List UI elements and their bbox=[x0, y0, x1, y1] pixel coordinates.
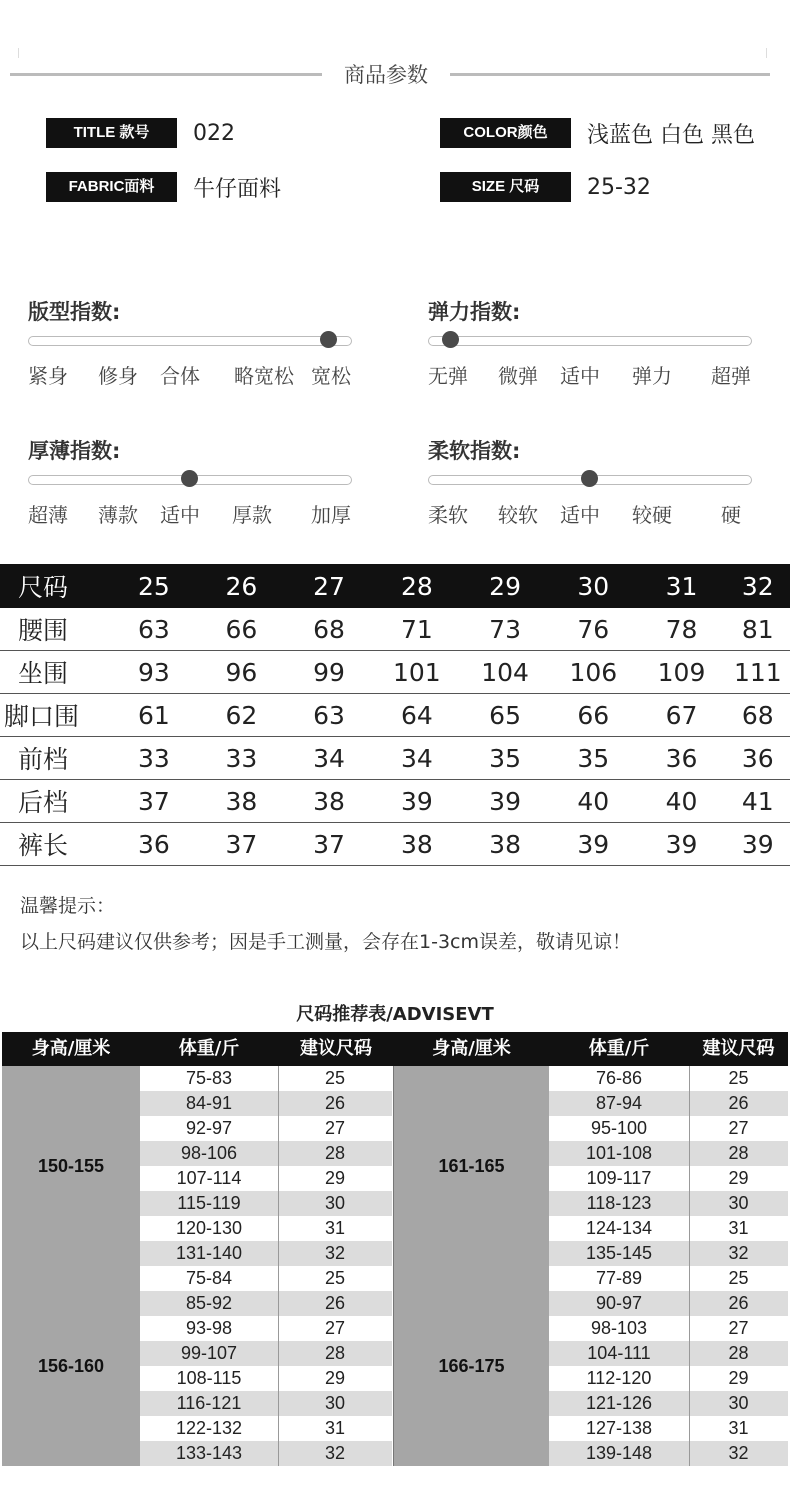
size-table-row bbox=[0, 823, 790, 866]
size-cell: 33 bbox=[198, 737, 286, 780]
size-cell: 34 bbox=[285, 737, 373, 780]
advice-size-cell: 26 bbox=[324, 1093, 346, 1113]
size-cell: 40 bbox=[637, 780, 725, 823]
section-header bbox=[0, 58, 790, 94]
advice-size-cell: 32 bbox=[324, 1243, 346, 1263]
advice-row bbox=[549, 1241, 788, 1266]
advice-weight-cell: 120-130 bbox=[175, 1218, 243, 1238]
size-table-header bbox=[0, 564, 790, 608]
advice-size-cell: 28 bbox=[728, 1143, 749, 1163]
param-title-tag: TITLE 款号 bbox=[46, 118, 177, 148]
index-option-label: 弹力 bbox=[632, 364, 672, 388]
size-cell: 64 bbox=[373, 694, 461, 737]
size-cell: 29 bbox=[461, 564, 549, 608]
index-knob bbox=[442, 331, 459, 348]
size-cell: 39 bbox=[637, 823, 725, 866]
advice-size-cell: 30 bbox=[728, 1393, 749, 1413]
size-cell: 36 bbox=[110, 823, 198, 866]
size-table-row bbox=[0, 737, 790, 780]
advice-row bbox=[549, 1416, 788, 1441]
index-title: 弹力指数: bbox=[428, 300, 521, 324]
size-cell: 109 bbox=[637, 651, 725, 694]
index-track bbox=[28, 336, 352, 346]
advice-size-cell: 31 bbox=[324, 1218, 346, 1238]
size-cell: 73 bbox=[461, 608, 549, 651]
advice-weight-cell: 104-111 bbox=[587, 1343, 651, 1363]
tip-title: 温馨提示： bbox=[20, 895, 116, 917]
index-stretch bbox=[428, 296, 758, 396]
advice-header-cell: 身高/厘米 bbox=[31, 1038, 111, 1059]
header-tick bbox=[18, 48, 19, 58]
advice-weight-cell: 121-126 bbox=[585, 1393, 653, 1413]
size-cell: 33 bbox=[110, 737, 198, 780]
advice-row bbox=[549, 1141, 788, 1166]
advice-weight-cell: 98-106 bbox=[180, 1143, 238, 1163]
advice-size-cell: 25 bbox=[728, 1068, 749, 1088]
advice-size-cell: 27 bbox=[324, 1318, 346, 1338]
advice-column-divider bbox=[689, 1066, 690, 1266]
advice-weight-cell: 115-119 bbox=[177, 1193, 241, 1213]
size-cell: 63 bbox=[110, 608, 198, 651]
advice-row bbox=[140, 1116, 392, 1141]
size-cell: 66 bbox=[198, 608, 286, 651]
size-cell: 99 bbox=[285, 651, 373, 694]
advice-weight-cell: 112-120 bbox=[586, 1368, 652, 1388]
size-cell: 39 bbox=[726, 823, 790, 866]
index-option-label: 薄款 bbox=[98, 503, 138, 527]
size-cell: 101 bbox=[373, 651, 461, 694]
advice-size-cell: 25 bbox=[324, 1268, 346, 1288]
size-cell: 111 bbox=[726, 651, 790, 694]
size-cell: 63 bbox=[285, 694, 373, 737]
advice-weight-cell: 77-89 bbox=[595, 1268, 643, 1288]
size-cell: 27 bbox=[285, 564, 373, 608]
param-size-tag: SIZE 尺码 bbox=[440, 172, 571, 202]
advice-row bbox=[549, 1441, 788, 1466]
index-option-label: 合体 bbox=[160, 364, 200, 388]
index-option-label: 超薄 bbox=[28, 503, 68, 527]
advice-size-cell: 31 bbox=[728, 1218, 749, 1238]
index-option-label: 微弹 bbox=[498, 364, 538, 388]
index-title: 版型指数: bbox=[28, 300, 121, 324]
index-title: 柔软指数: bbox=[428, 439, 521, 463]
size-cell: 71 bbox=[373, 608, 461, 651]
size-cell: 28 bbox=[373, 564, 461, 608]
size-cell: 62 bbox=[198, 694, 286, 737]
size-cell: 81 bbox=[726, 608, 790, 651]
advice-size-cell: 31 bbox=[728, 1418, 749, 1438]
advice-row bbox=[549, 1266, 788, 1291]
index-thickness bbox=[28, 435, 358, 535]
index-option-label: 超弹 bbox=[711, 364, 751, 388]
advice-row bbox=[549, 1091, 788, 1116]
advice-row bbox=[140, 1266, 392, 1291]
index-softness bbox=[428, 435, 758, 535]
advice-weight-cell: 108-115 bbox=[176, 1368, 242, 1388]
advice-header-cell: 建议尺码 bbox=[702, 1038, 775, 1059]
advice-row bbox=[549, 1216, 788, 1241]
size-cell: 26 bbox=[198, 564, 286, 608]
param-size bbox=[440, 172, 651, 202]
size-cell: 37 bbox=[285, 823, 373, 866]
advice-weight-cell: 118-123 bbox=[586, 1193, 652, 1213]
header-line-right bbox=[450, 73, 770, 76]
advice-weight-cell: 109-117 bbox=[586, 1168, 652, 1188]
size-cell: 93 bbox=[110, 651, 198, 694]
advice-row bbox=[549, 1391, 788, 1416]
param-color-value: 浅蓝色 白色 黑色 bbox=[587, 122, 755, 148]
advice-size-cell: 27 bbox=[324, 1118, 346, 1138]
advice-size-cell: 27 bbox=[728, 1318, 749, 1338]
advice-row bbox=[140, 1316, 392, 1341]
index-option-label: 宽松 bbox=[311, 364, 351, 388]
advice-row bbox=[549, 1166, 788, 1191]
advice-row bbox=[549, 1066, 788, 1091]
advice-row bbox=[140, 1366, 392, 1391]
advice-column-divider bbox=[278, 1266, 279, 1466]
advice-column-divider bbox=[278, 1066, 279, 1266]
index-option-label: 硬 bbox=[721, 503, 741, 527]
index-knob bbox=[581, 470, 598, 487]
advice-row bbox=[549, 1366, 788, 1391]
advice-row bbox=[549, 1116, 788, 1141]
advice-size-cell: 31 bbox=[324, 1418, 346, 1438]
advice-block bbox=[394, 1066, 788, 1266]
header-line-left bbox=[10, 73, 322, 76]
size-row-label: 坐围 bbox=[0, 651, 110, 694]
advice-row bbox=[140, 1066, 392, 1091]
advice-size-cell: 27 bbox=[728, 1118, 749, 1138]
size-cell: 61 bbox=[110, 694, 198, 737]
size-cell: 37 bbox=[198, 823, 286, 866]
size-cell: 66 bbox=[549, 694, 637, 737]
advice-header-cell: 体重/斤 bbox=[178, 1038, 240, 1059]
index-option-label: 厚款 bbox=[232, 503, 272, 527]
size-cell: 30 bbox=[549, 564, 637, 608]
advice-weight-cell: 135-145 bbox=[585, 1243, 653, 1263]
advice-row bbox=[549, 1341, 788, 1366]
size-cell: 39 bbox=[373, 780, 461, 823]
tip-text: 以上尺码建议仅供参考；因是手工测量，会存在1-3cm误差，敬请见谅！ bbox=[20, 931, 631, 953]
size-cell: 68 bbox=[285, 608, 373, 651]
advice-row bbox=[549, 1316, 788, 1341]
index-fit bbox=[28, 296, 358, 396]
size-cell: 35 bbox=[549, 737, 637, 780]
size-cell: 106 bbox=[549, 651, 637, 694]
size-cell: 35 bbox=[461, 737, 549, 780]
advice-size-cell: 30 bbox=[324, 1193, 346, 1213]
header-tick bbox=[766, 48, 767, 58]
advice-header-cell: 体重/斤 bbox=[588, 1038, 650, 1059]
advice-row bbox=[140, 1441, 392, 1466]
advice-row bbox=[140, 1341, 392, 1366]
advice-weight-cell: 92-97 bbox=[185, 1118, 233, 1138]
advice-weight-cell: 107-114 bbox=[176, 1168, 242, 1188]
advice-size-cell: 26 bbox=[728, 1293, 749, 1313]
size-row-label: 前档 bbox=[0, 737, 110, 780]
advice-row bbox=[140, 1166, 392, 1191]
advice-height-cell: 156-160 bbox=[2, 1266, 140, 1466]
size-cell: 40 bbox=[549, 780, 637, 823]
advice-size-cell: 32 bbox=[324, 1443, 346, 1463]
advice-row bbox=[140, 1216, 392, 1241]
size-table-row bbox=[0, 694, 790, 737]
advice-block bbox=[394, 1266, 788, 1466]
param-color bbox=[440, 118, 755, 148]
advice-row bbox=[140, 1416, 392, 1441]
advice-size-cell: 32 bbox=[728, 1443, 749, 1463]
index-option-label: 加厚 bbox=[311, 503, 351, 527]
index-option-label: 略宽松 bbox=[234, 364, 294, 388]
advice-weight-cell: 99-107 bbox=[180, 1343, 238, 1363]
index-title: 厚薄指数: bbox=[28, 439, 121, 463]
param-title bbox=[46, 118, 235, 148]
advice-weight-cell: 122-132 bbox=[175, 1418, 243, 1438]
size-table-row bbox=[0, 608, 790, 651]
param-fabric-value: 牛仔面料 bbox=[193, 176, 282, 202]
advice-header-cell: 建议尺码 bbox=[300, 1038, 372, 1059]
advice-row bbox=[140, 1141, 392, 1166]
advice-row bbox=[140, 1191, 392, 1216]
advice-title: 尺码推荐表/ADVISEVT bbox=[296, 1004, 494, 1025]
size-cell: 25 bbox=[110, 564, 198, 608]
advice-size-cell: 26 bbox=[728, 1093, 749, 1113]
size-table bbox=[0, 564, 790, 866]
advice-weight-cell: 127-138 bbox=[585, 1418, 653, 1438]
advice-weight-cell: 124-134 bbox=[585, 1218, 653, 1238]
size-cell: 38 bbox=[461, 823, 549, 866]
advice-height-cell: 150-155 bbox=[2, 1066, 140, 1266]
advice-row bbox=[549, 1291, 788, 1316]
size-cell: 96 bbox=[198, 651, 286, 694]
size-cell: 104 bbox=[461, 651, 549, 694]
advice-size-cell: 26 bbox=[324, 1293, 346, 1313]
index-option-label: 较软 bbox=[498, 503, 538, 527]
advice-block bbox=[2, 1266, 392, 1466]
param-title-value: 022 bbox=[193, 120, 235, 146]
advice-weight-cell: 93-98 bbox=[185, 1318, 233, 1338]
advice-size-cell: 29 bbox=[324, 1368, 346, 1388]
size-row-label: 腰围 bbox=[0, 608, 110, 651]
advice-size-cell: 25 bbox=[728, 1268, 749, 1288]
size-cell: 31 bbox=[637, 564, 725, 608]
advice-weight-cell: 87-94 bbox=[595, 1093, 643, 1113]
index-option-label: 修身 bbox=[98, 364, 138, 388]
index-option-label: 柔软 bbox=[428, 503, 468, 527]
advice-weight-cell: 101-108 bbox=[585, 1143, 653, 1163]
advice-weight-cell: 75-83 bbox=[185, 1068, 233, 1088]
advice-size-cell: 29 bbox=[728, 1368, 749, 1388]
advice-weight-cell: 75-84 bbox=[185, 1268, 233, 1288]
size-row-label: 脚口围 bbox=[0, 694, 110, 737]
advice-weight-cell: 139-148 bbox=[585, 1443, 653, 1463]
advice-height-cell: 161-165 bbox=[394, 1066, 549, 1266]
advice-row bbox=[140, 1241, 392, 1266]
index-option-label: 紧身 bbox=[28, 364, 68, 388]
param-fabric-tag: FABRIC面料 bbox=[46, 172, 177, 202]
advice-column-divider bbox=[689, 1266, 690, 1466]
index-knob bbox=[320, 331, 337, 348]
size-row-label: 裤长 bbox=[0, 823, 110, 866]
tip-block bbox=[20, 888, 631, 960]
size-cell: 39 bbox=[461, 780, 549, 823]
advice-size-cell: 25 bbox=[324, 1068, 346, 1088]
advice-size-cell: 29 bbox=[324, 1168, 346, 1188]
size-cell: 37 bbox=[110, 780, 198, 823]
size-cell: 38 bbox=[373, 823, 461, 866]
advice-size-cell: 30 bbox=[728, 1193, 749, 1213]
advice-header-cell: 身高/厘米 bbox=[432, 1038, 511, 1059]
advice-size-cell: 32 bbox=[728, 1243, 749, 1263]
advice-weight-cell: 98-103 bbox=[590, 1318, 648, 1338]
param-fabric bbox=[46, 172, 281, 202]
advice-block bbox=[2, 1066, 392, 1266]
index-option-label: 适中 bbox=[560, 364, 600, 388]
advice-header-row bbox=[2, 1032, 788, 1066]
advice-weight-cell: 90-97 bbox=[595, 1293, 643, 1313]
header-title: 商品参数 bbox=[344, 63, 428, 87]
advice-size-cell: 30 bbox=[324, 1393, 346, 1413]
index-option-label: 无弹 bbox=[428, 364, 468, 388]
advice-column-divider bbox=[393, 1066, 394, 1466]
advice-weight-cell: 84-91 bbox=[185, 1093, 233, 1113]
size-cell: 78 bbox=[637, 608, 725, 651]
size-row-label: 后档 bbox=[0, 780, 110, 823]
size-cell: 36 bbox=[637, 737, 725, 780]
size-cell: 38 bbox=[198, 780, 286, 823]
advice-weight-cell: 133-143 bbox=[175, 1443, 243, 1463]
advice-size-cell: 28 bbox=[728, 1343, 749, 1363]
advice-weight-cell: 85-92 bbox=[185, 1293, 233, 1313]
advice-size-cell: 29 bbox=[728, 1168, 749, 1188]
size-cell: 65 bbox=[461, 694, 549, 737]
size-cell: 67 bbox=[637, 694, 725, 737]
index-knob bbox=[181, 470, 198, 487]
advice-weight-cell: 76-86 bbox=[595, 1068, 643, 1088]
size-cell: 41 bbox=[726, 780, 790, 823]
size-cell: 32 bbox=[726, 564, 790, 608]
size-cell: 76 bbox=[549, 608, 637, 651]
size-cell: 36 bbox=[726, 737, 790, 780]
param-size-value: 25-32 bbox=[587, 174, 651, 200]
index-option-label: 较硬 bbox=[632, 503, 672, 527]
advice-weight-cell: 131-140 bbox=[175, 1243, 243, 1263]
advice-size-cell: 28 bbox=[324, 1343, 346, 1363]
advice-height-cell: 166-175 bbox=[394, 1266, 549, 1466]
size-cell: 39 bbox=[549, 823, 637, 866]
param-color-tag: COLOR颜色 bbox=[440, 118, 571, 148]
advice-size-cell: 28 bbox=[324, 1143, 346, 1163]
index-option-label: 适中 bbox=[160, 503, 200, 527]
advice-row bbox=[140, 1291, 392, 1316]
size-table-row bbox=[0, 780, 790, 823]
advice-row bbox=[140, 1091, 392, 1116]
size-row-label: 尺码 bbox=[0, 564, 110, 608]
size-cell: 34 bbox=[373, 737, 461, 780]
index-track bbox=[428, 336, 752, 346]
advice-row bbox=[549, 1191, 788, 1216]
advice-row bbox=[140, 1391, 392, 1416]
size-cell: 38 bbox=[285, 780, 373, 823]
advice-weight-cell: 95-100 bbox=[590, 1118, 648, 1138]
size-cell: 68 bbox=[726, 694, 790, 737]
advice-weight-cell: 116-121 bbox=[176, 1393, 242, 1413]
size-table-row bbox=[0, 651, 790, 694]
index-option-label: 适中 bbox=[560, 503, 600, 527]
